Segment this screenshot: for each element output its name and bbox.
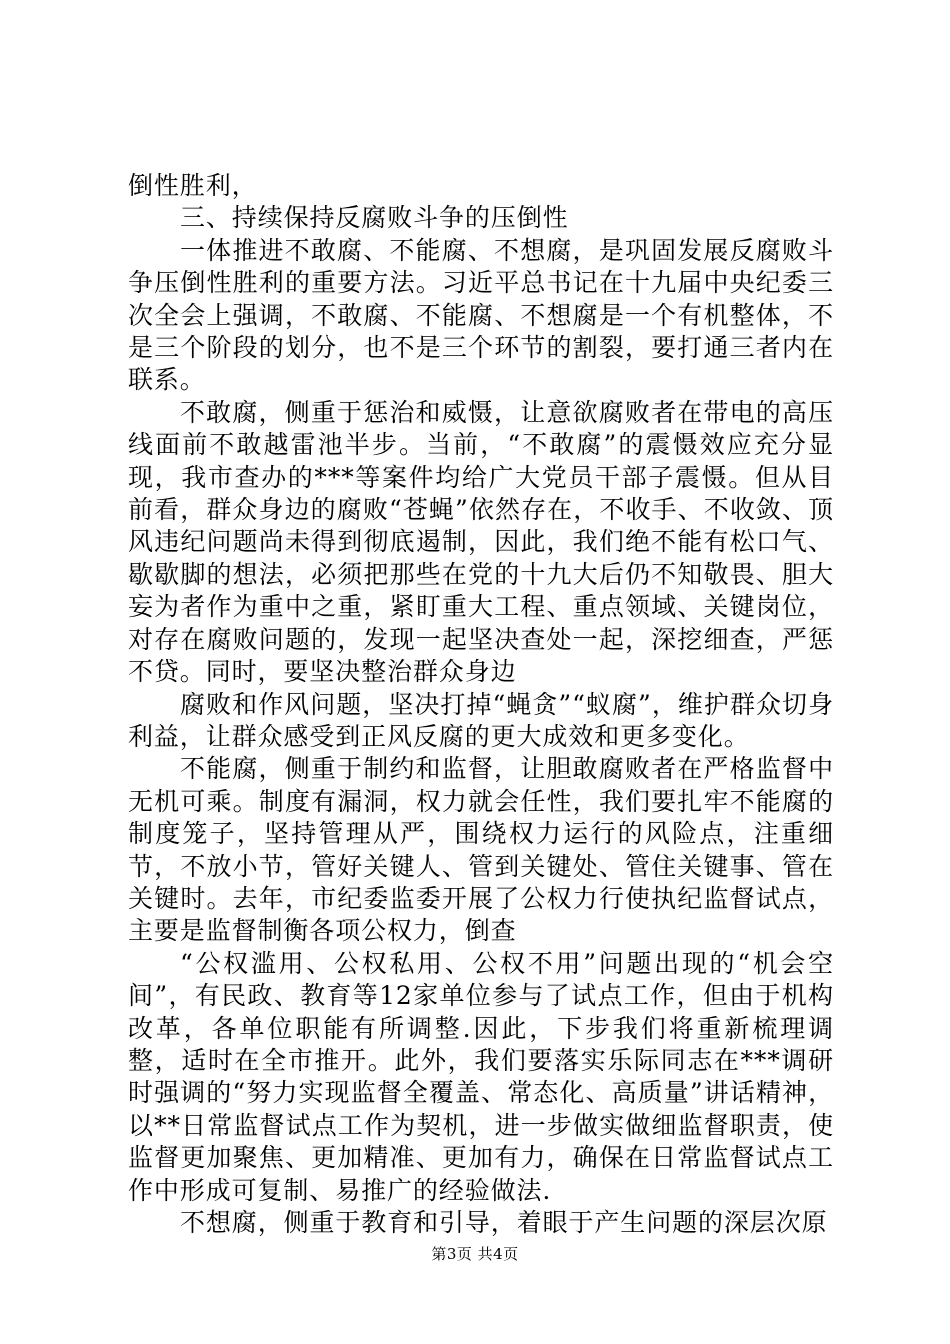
paragraph: 不敢腐，侧重于惩治和威慑，让意欲腐败者在带电的高压线面前不敢越雷池半步。当前，“不敢腐”的震慑效应充分显现，我市查办的***等案件均给广大党员干部子震慑。但从目前看，群众身边的腐败“苍蝇”依然存在，不收手、不收敛、顶风违纪问题尚未得到彻底遏制，因此，我们绝不能有松口气、歇歇脚的想法，必须把那些在党的十九大后仍不知敬畏、胆大妄为者作为重中之重，紧盯重大工程、重点领域、关键岗位，对存在腐败问题的，发现一起坚决查处一起，深挖细查，严惩不贷。同时，要坚决整治群众身边 [128, 397, 834, 687]
paragraph: 一体推进不敢腐、不能腐、不想腐，是巩固发展反腐败斗争压倒性胜利的重要方法。习近平总书记在十九届中央纪委三次全会上强调，不敢腐、不能腐、不想腐是一个有机整体，不是三个阶段的划分，也不是三个环节的割裂，要打通三者内在联系。 [128, 235, 834, 395]
paragraph: “公权滥用、公权私用、公权不用”问题出现的“机会空间”，有民政、教育等12家单位参与了试点工作，但由于机构改革，各单位职能有所调整.因此，下步我们将重新梳理调整，适时在全市推开。此外，我们要落实乐际同志在***调研时强调的“努力实现监督全覆盖、常态化、高质量”讲话精神，以**日常监督试点工作为契机，进一步做实做细监督职责，使监督更加聚焦、更加精准、更加有力，确保在日常监督试点工作中形成可复制、易推广的经验做法. [128, 948, 834, 1205]
paragraph-continuation: 倒性胜利， [128, 171, 258, 200]
paragraph: 不能腐，侧重于制约和监督，让胆敢腐败者在严格监督中无机可乘。制度有漏洞，权力就会任性，我们要扎牢不能腐的制度笼子，坚持管理从严，围绕权力运行的风险点，注重细节，不放小节，管好关键人、管到关键处、管住关键事、管在关键时。去年，市纪委监委开展了公权力行使执纪监督试点，主要是监督制衡各项公权力，倒查 [128, 754, 834, 946]
paragraph: 不想腐，侧重于教育和引导，着眼于产生问题的深层次原 [180, 1208, 828, 1237]
page-footer: 第3页 共4页 [431, 1245, 519, 1263]
section-heading: 三、持续保持反腐败斗争的压倒性 [180, 203, 569, 233]
document-body [128, 170, 834, 1239]
paragraph: 腐败和作风问题，坚决打掉“蝇贪”“蚁腐”，维护群众切身利益，让群众感受到正风反腐的更大成效和更多变化。 [128, 689, 834, 751]
